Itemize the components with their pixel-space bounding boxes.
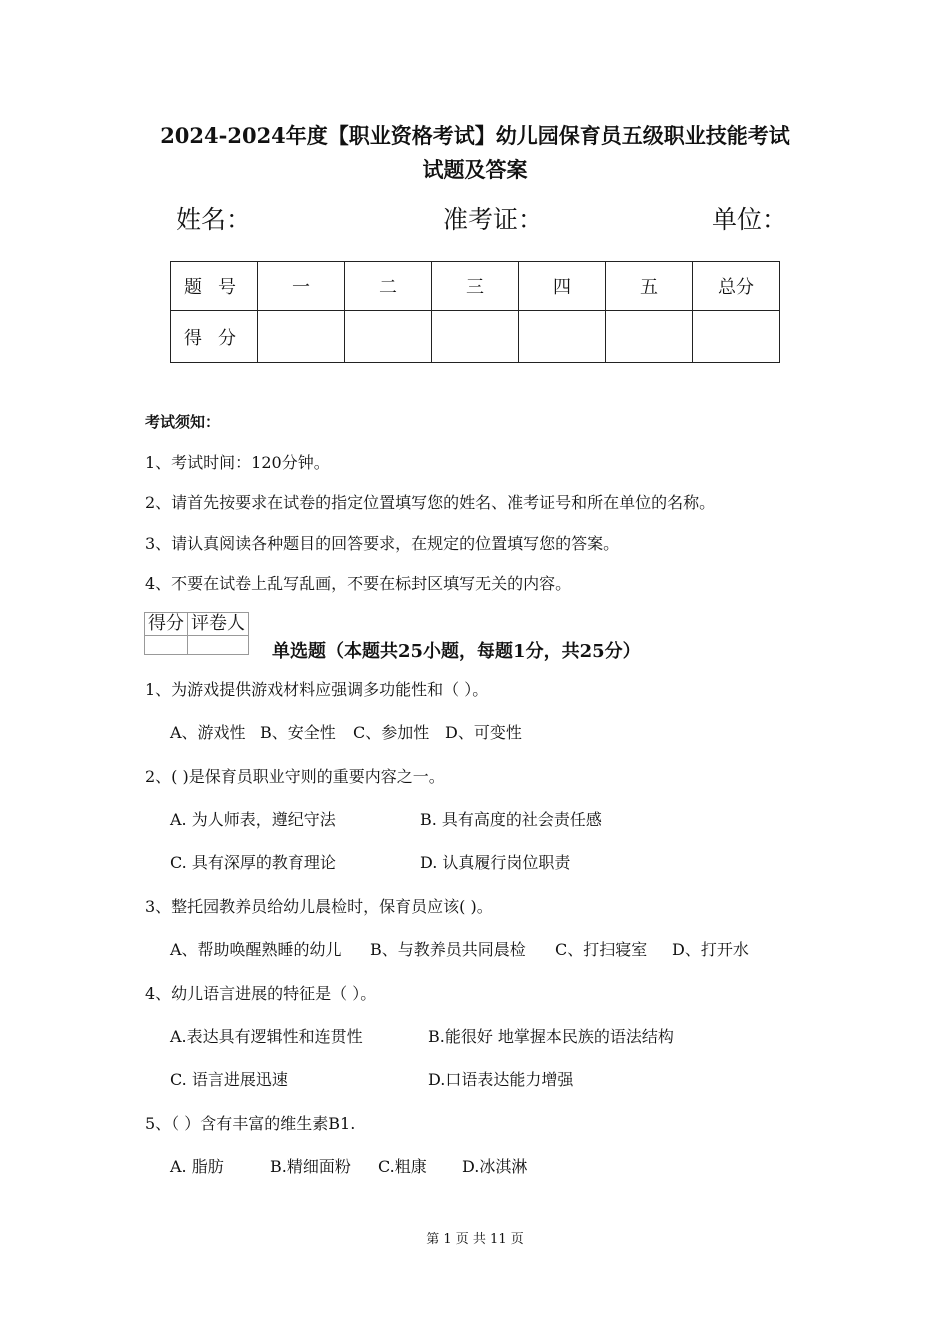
score-cell[interactable]: [432, 311, 519, 363]
score-table-col-3: 三: [432, 262, 519, 311]
unit-field-label: 单位：: [712, 205, 788, 234]
score-cell[interactable]: [345, 311, 432, 363]
score-cell[interactable]: [693, 311, 780, 363]
document-title-line2: 试题及答案: [422, 157, 528, 182]
question-option: A.表达具有逻辑性和连贯性: [170, 1027, 363, 1046]
question-stem: 3、整托园教养员给幼儿晨检时，保育员应该( )。: [145, 897, 493, 916]
score-table-header-label: 题号: [171, 262, 258, 311]
question-option: B、与教养员共同晨检: [370, 940, 526, 959]
question-option: C、打扫寝室: [555, 940, 648, 959]
question-option: A. 脂肪: [170, 1157, 224, 1176]
score-table-col-1: 一: [258, 262, 345, 311]
question-option: D、打开水: [672, 940, 749, 959]
grader-name-cell[interactable]: [188, 636, 249, 655]
question-option: B. 具有高度的社会责任感: [420, 810, 602, 829]
question-option: D. 认真履行岗位职责: [420, 853, 571, 872]
score-table: [170, 261, 780, 363]
score-table-col-total: 总分: [693, 262, 780, 311]
score-cell[interactable]: [606, 311, 693, 363]
question-option: B.精细面粉: [270, 1157, 351, 1176]
score-table-col-5: 五: [606, 262, 693, 311]
grader-score-cell[interactable]: [145, 636, 188, 655]
notice-item: 3、请认真阅读各种题目的回答要求，在规定的位置填写您的答案。: [145, 534, 620, 553]
score-cell[interactable]: [519, 311, 606, 363]
question-option: A. 为人师表，遵纪守法: [170, 810, 336, 829]
question-option: B.能很好 地掌握本民族的语法结构: [428, 1027, 674, 1046]
page-footer: 第 1 页 共 11 页: [426, 1232, 524, 1247]
question-option: C.粗康: [378, 1157, 427, 1176]
question-option: B、安全性: [260, 723, 336, 742]
grader-table-grader-label: 评卷人: [188, 613, 249, 636]
section-heading: 单选题（本题共25小题，每题1分，共25分）: [272, 641, 641, 662]
question-stem: 5、（ ）含有丰富的维生素B1.: [145, 1114, 356, 1133]
question-stem: 2、( )是保育员职业守则的重要内容之一。: [145, 767, 445, 786]
grader-table: [144, 612, 249, 655]
question-stem: 4、幼儿语言进展的特征是（ ）。: [145, 984, 377, 1003]
question-option: A、游戏性: [170, 723, 246, 742]
notice-item: 1、考试时间：120分钟。: [145, 453, 330, 472]
question-stem: 1、为游戏提供游戏材料应强调多功能性和（ ）。: [145, 680, 489, 699]
question-option: C. 具有深厚的教育理论: [170, 853, 336, 872]
exam-id-field-label: 准考证：: [443, 205, 544, 234]
question-option: D.冰淇淋: [462, 1157, 528, 1176]
notice-item: 2、请首先按要求在试卷的指定位置填写您的姓名、准考证号和所在单位的名称。: [145, 493, 716, 512]
notice-item: 4、不要在试卷上乱写乱画，不要在标封区填写无关的内容。: [145, 574, 572, 593]
notice-heading: 考试须知：: [145, 413, 221, 431]
name-field-label: 姓名：: [176, 205, 252, 234]
question-option: A、帮助唤醒熟睡的幼儿: [170, 940, 342, 959]
score-table-col-2: 二: [345, 262, 432, 311]
score-cell[interactable]: [258, 311, 345, 363]
grader-table-score-label: 得分: [145, 613, 188, 636]
question-option: D、可变性: [445, 723, 522, 742]
question-option: C、参加性: [353, 723, 430, 742]
question-option: C. 语言进展迅速: [170, 1070, 288, 1089]
score-table-col-4: 四: [519, 262, 606, 311]
document-title-line1: 2024-2024年度【职业资格考试】幼儿园保育员五级职业技能考试: [160, 123, 790, 148]
question-option: D.口语表达能力增强: [428, 1070, 574, 1089]
score-table-score-label: 得分: [171, 311, 258, 363]
